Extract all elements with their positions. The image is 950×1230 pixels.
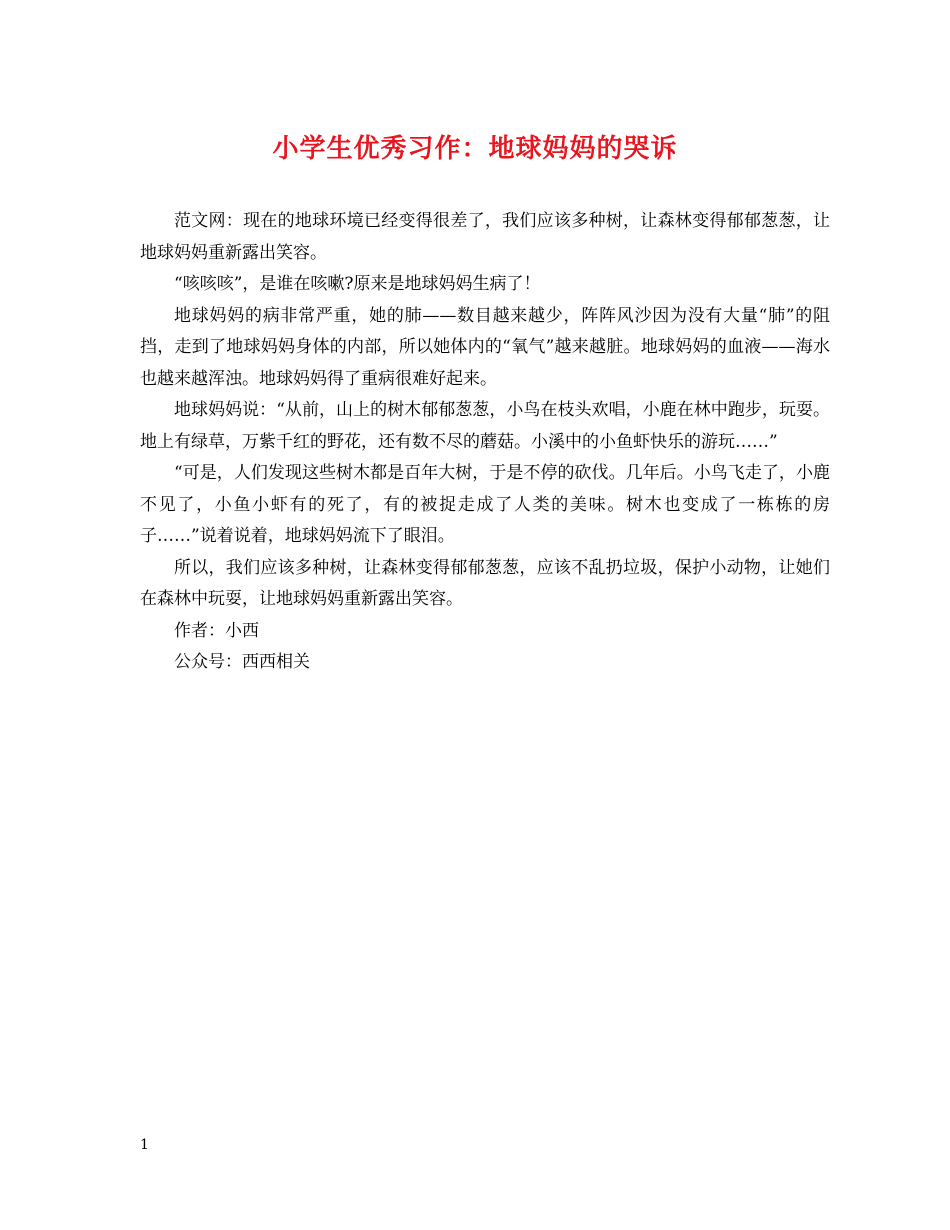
author-line: 作者：小西 — [174, 620, 259, 641]
page-number: 1 — [140, 1137, 149, 1153]
paragraph-cough: “咳咳咳”，是谁在咳嗽?原来是地球妈妈生病了！ — [174, 274, 541, 294]
document-title: 小学生优秀习作：地球妈妈的哭诉 — [272, 134, 678, 164]
paragraph-intro: 范文网：现在的地球环境已经变得很差了，我们应该多种树，让森林变得郁郁葱葱，让地球妈妈重新露出笑容。 — [140, 211, 830, 263]
paragraph-past: 地球妈妈说：“从前，山上的树木郁郁葱葱，小鸟在枝头欢唱，小鹿在林中跑步，玩耍。地上有绿草，万紫千红的野花，还有数不尽的蘑菇。小溪中的小鱼虾快乐的游玩……” — [140, 400, 830, 452]
account-line: 公众号：西西相关 — [174, 652, 310, 672]
paragraph-illness: 地球妈妈的病非常严重，她的肺——数目越来越少，阵阵风沙因为没有大量“肺”的阻挡，走到了地球妈妈身体的内部，所以她体内的“氧气”越来越脏。地球妈妈的血液——海水也越来越浑浊。地球妈妈得了重病很难好起来。 — [140, 305, 830, 389]
paragraph-deforestation: “可是，人们发现这些树木都是百年大树，于是不停的砍伐。几年后。小鸟飞走了，小鹿不见了，小鱼小虾有的死了，有的被捉走成了人类的美味。树木也变成了一栋栋的房子……”说着说着，地球妈妈流下了眼泪。 — [140, 463, 830, 546]
document-body — [140, 206, 830, 679]
paragraph-conclusion: 所以，我们应该多种树，让森林变得郁郁葱葱，应该不乱扔垃圾，保护小动物，让她们在森林中玩耍，让地球妈妈重新露出笑容。 — [140, 557, 830, 609]
